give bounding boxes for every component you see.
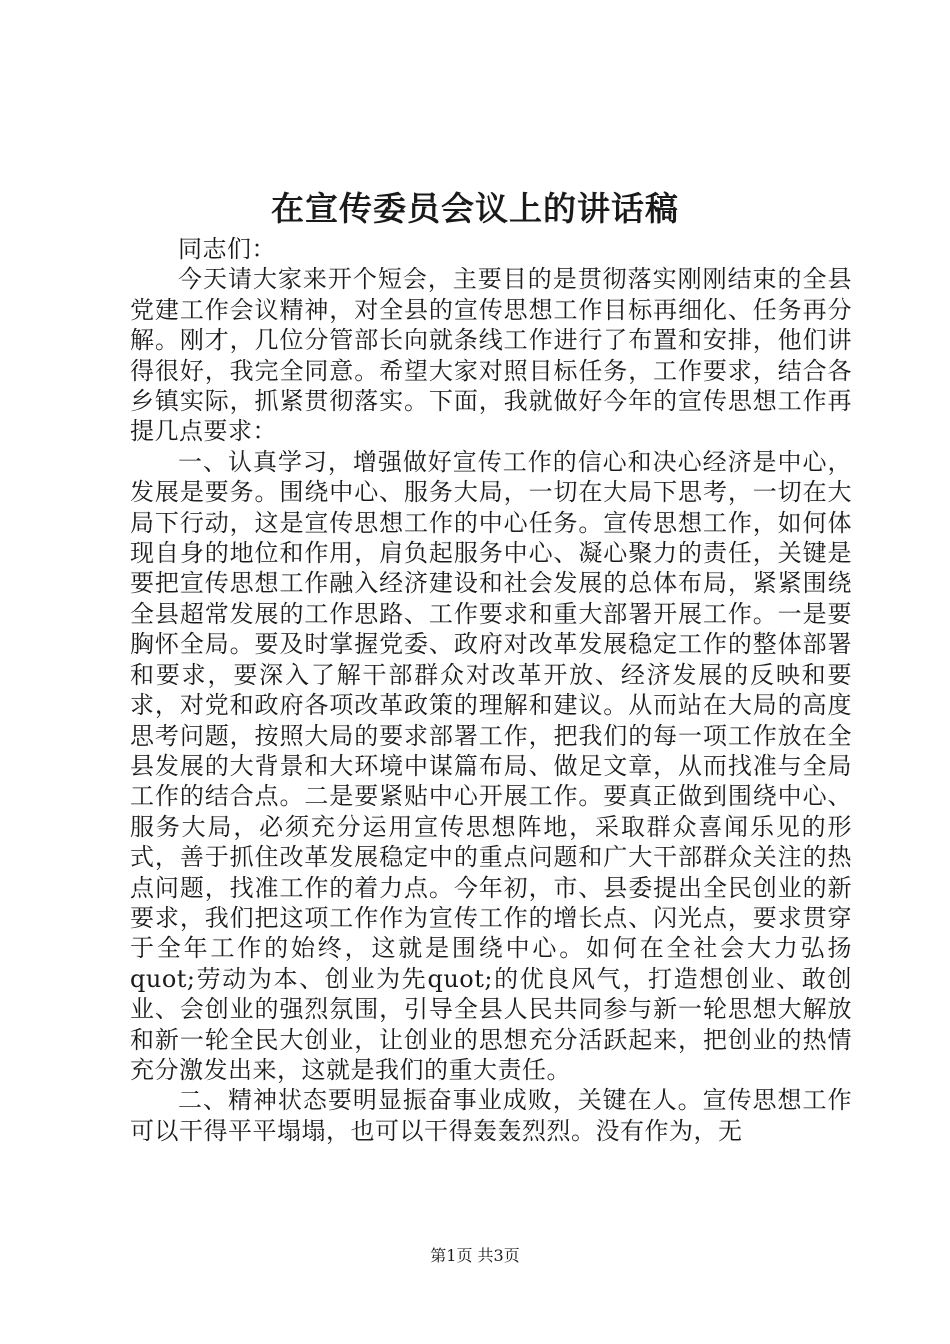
paragraph-section-one: 一、认真学习，增强做好宣传工作的信心和决心经济是中心，发展是要务。围绕中心、服务大局，一切在大局下思考，一切在大局下行动，这是宣传思想工作的中心任务。宣传思想工作，如何体现自身的地位和作用，肩负起服务中心、凝心聚力的责任，关键是要把宣传思想工作融入经济建设和社会发展的总体布局，紧紧围绕全县超常发展的工作思路、工作要求和重大部署开展工作。一是要胸怀全局。要及时掌握党委、政府对改革发展稳定工作的整体部署和要求，要深入了解干部群众对改革开放、经济发展的反映和要求，对党和政府各项改革政策的理解和建议。从而站在大局的高度思考问题，按照大局的要求部署工作，把我们的每一项工作放在全县发展的大背景和大环境中谋篇布局、做足文章，从而找准与全局工作的结合点。二是要紧贴中心开展工作。要真正做到围绕中心、服务大局，必须充分运用宣传思想阵地，采取群众喜闻乐见的形式，善于抓住改革发展稳定中的重点问题和广大干部群众关注的热点问题，找准工作的着力点。今年初，市、县委提出全民创业的新要求，我们把这项工作作为宣传工作的增长点、闪光点，要求贯穿于全年工作的始终，这就是围绕中心。如何在全社会大力弘扬quot;劳动为本、创业为先quot;的优良风气，打造想创业、敢创业、会创业的强烈氛围，引导全县人民共同参与新一轮思想大解放和新一轮全民大创业，让创业的思想充分活跃起来，把创业的热情充分激发出来，这就是我们的重大责任。: [130, 447, 852, 1084]
page-footer: 第1页 共3页: [430, 1246, 520, 1265]
paragraph-section-two: 二、精神状态要明显振奋事业成败，关键在人。宣传思想工作可以干得平平塌塌，也可以干得轰轰烈烈。没有作为，无: [130, 1086, 852, 1145]
document-title: 在宣传委员会议上的讲话稿: [271, 189, 679, 228]
paragraph-intro: 今天请大家来开个短会，主要目的是贯彻落实刚刚结束的全县党建工作会议精神，对全县的宣传思想工作目标再细化、任务再分解。刚才，几位分管部长向就条线工作进行了布置和安排，他们讲得很好，我完全同意。希望大家对照目标任务，工作要求，结合各乡镇实际，抓紧贯彻落实。下面，我就做好今年的宣传思想工作再提几点要求：: [130, 265, 852, 446]
salutation: 同志们：: [178, 235, 276, 263]
document-body: [130, 234, 852, 1146]
